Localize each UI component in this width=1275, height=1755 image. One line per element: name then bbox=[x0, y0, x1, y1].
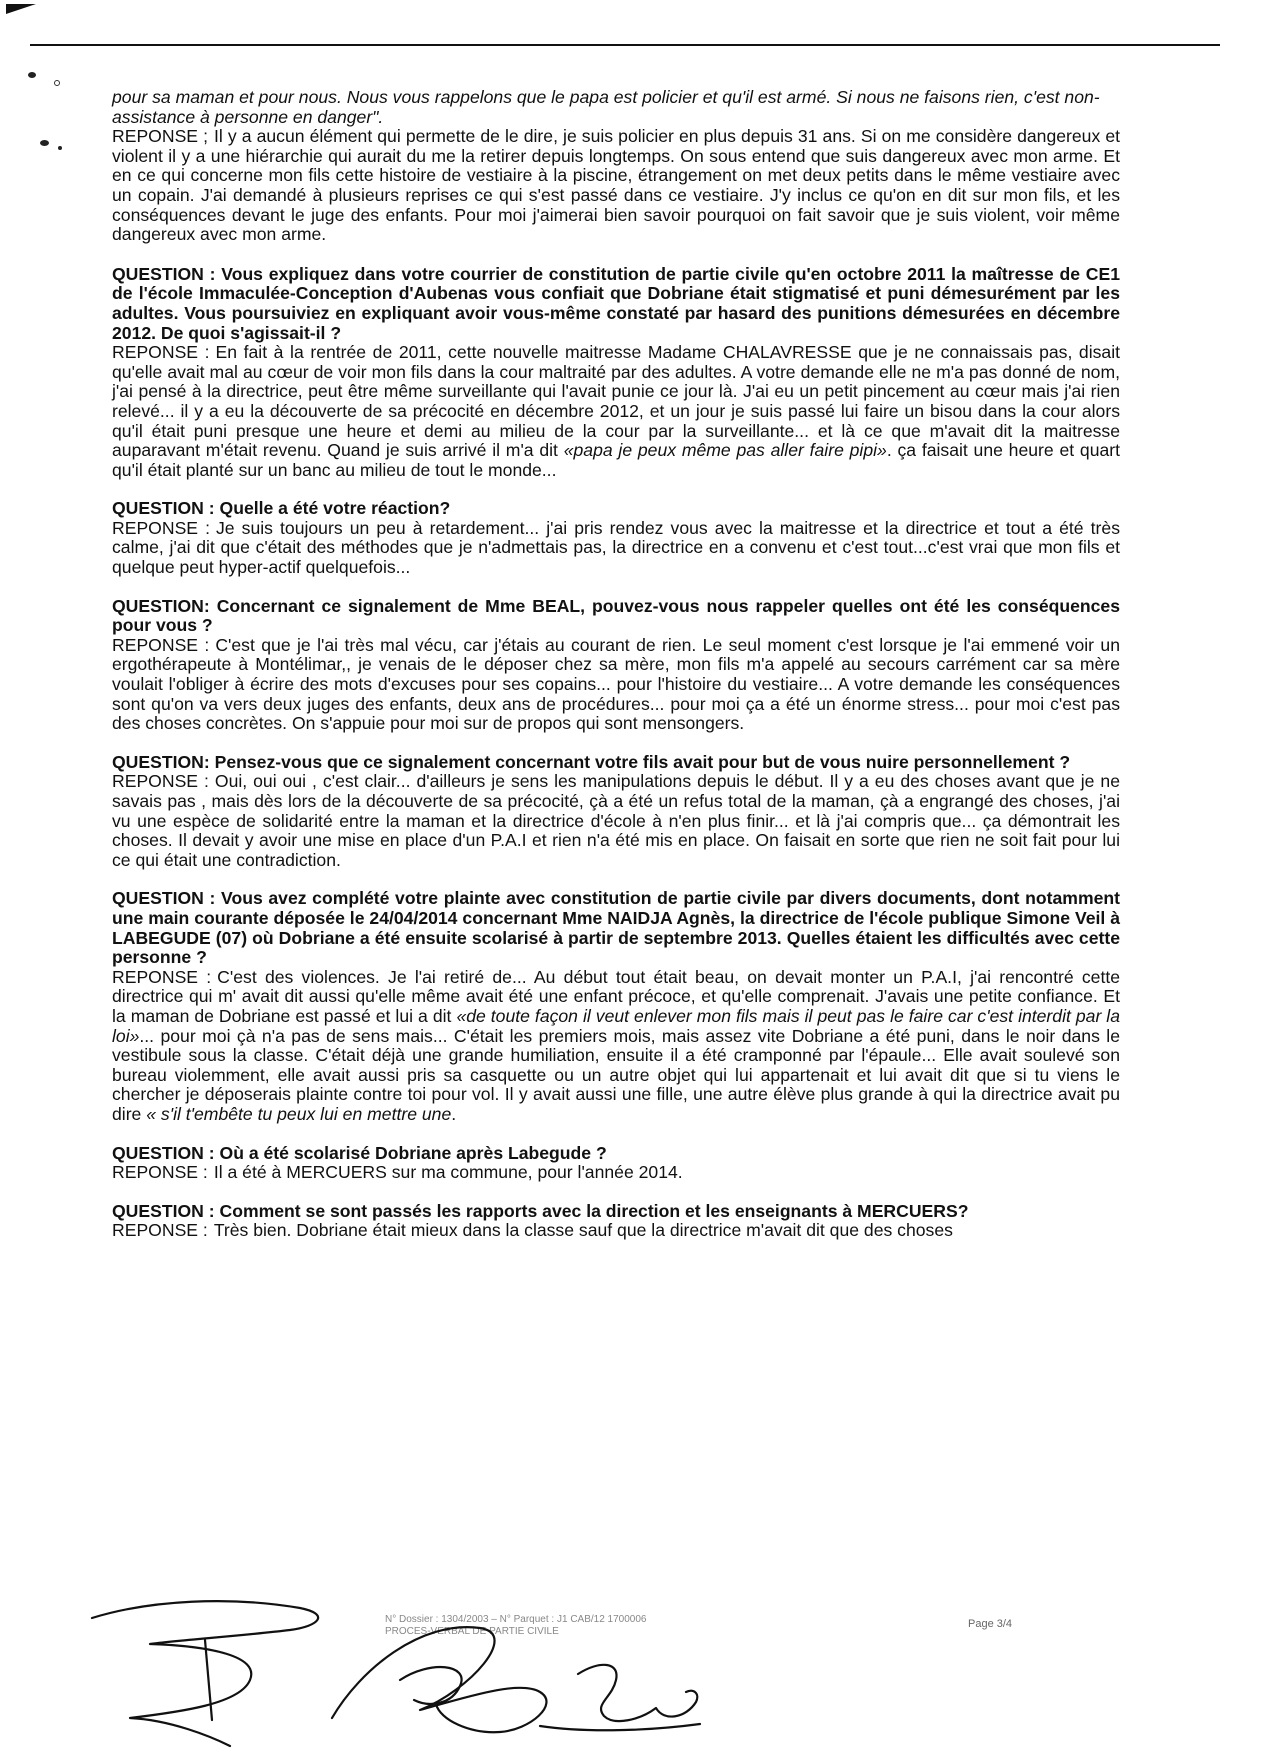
response-label: REPONSE : bbox=[112, 634, 210, 655]
question: QUESTION : Quelle a été votre réaction? bbox=[112, 498, 451, 519]
response-text: En fait à la rentrée de 2011, cette nouvelle maitresse Madame CHALAVRESSE que je ne connaissais pas, disait qu'elle avait mal au cœur de voir mon fils dans la cour maltraité par des adultes. A votre demande elle ne m'a pas donné de nom, j'ai pensé à la directrice, peut être même surveillante qui l'avait punie ce jour là. J'ai eu un petit pincement au cœur mais j'ai rien relevé... il y a eu la découverte de sa précocité en décembre 2012, et un jour je suis passé lui faire un bisou dans la cour alors qu'il était puni presque une heure et demi au milieu de la cour par la surveillante... et là ce que m'avait dit la maitresse auparavant m'était revenu. Quand je suis arrivé il m'a dit bbox=[112, 342, 1121, 461]
qa-block bbox=[112, 889, 1120, 1124]
qa-block bbox=[112, 265, 1120, 481]
response-text: . ça faisait une heure et quart qu'il était planté sur un banc au milieu de tout le monde... bbox=[112, 440, 1121, 480]
response-quote: «papa je peux même pas aller faire pipi» bbox=[563, 440, 887, 461]
response bbox=[112, 343, 1120, 480]
punch-hole bbox=[54, 80, 60, 86]
response-label: REPONSE : bbox=[112, 966, 212, 987]
question: QUESTION : Comment se sont passés les rapports avec la direction et les enseignants à MERCUERS? bbox=[112, 1200, 969, 1221]
qa-block bbox=[112, 127, 1120, 245]
response-label: REPONSE : bbox=[112, 342, 210, 363]
signatures bbox=[0, 1600, 1275, 1750]
response-quote: «de toute façon il veut enlever mon fils mais il peut pas le faire car c'est interdit par la loi» bbox=[112, 1005, 1120, 1046]
response-text: C'est des violences. Je l'ai retiré de... Au début tout était beau, on devait monter un P.A.I, j'ai rencontré cette directrice qui m' avait dit aussi qu'elle même avait été une enfant précoce, et qu'elle comprenait. J'avais une petite confiance. Et la maman de Dobriane est passé et lui a dit bbox=[112, 966, 1120, 1026]
response-quote: « s'il t'embête tu peux lui en mettre une bbox=[146, 1103, 452, 1124]
document-body bbox=[112, 88, 1120, 1241]
qa-block bbox=[112, 597, 1120, 734]
page-corner-mark bbox=[6, 4, 36, 14]
response bbox=[112, 636, 1120, 734]
response-text: Oui, oui oui , c'est clair... d'ailleurs je sens les manipulations depuis le début. Il y a eu des choses avant que je ne savais pas , mais dès lors de la découverte de sa précocité, çà a été un refus total de la maman, çà a engrangé des choses, j'ai vu une espèce de solidarité entre la maman et la directrice d'école à n'en plus finir... et là j'ai compris que... ça démontrait les choses. Il devait y avoir une mise en place d'un P.A.I et rien n'a été mis en place. On faisait en sorte que rien ne soit fait pour lui ce qui était une contradiction. bbox=[112, 771, 1121, 870]
response-text: Il a été à MERCUERS sur ma commune, pour l'année 2014. bbox=[213, 1162, 683, 1183]
punch-hole bbox=[58, 146, 62, 150]
response bbox=[112, 127, 1120, 245]
response-text: Il y a aucun élément qui permette de le dire, je suis policier en plus depuis 31 ans. Si on me considère dangereux et violent il y a une hiérarchie qui aurait du me la retirer depuis longtemps. On sous entend que suis dangereux avec mon arme. Et en ce qui concerne mon fils cette histoire de vestiaire à la piscine, étrangement on met deux petits dans le même vestiaire avec un copain. J'ai demandé à plusieurs reprises ce qui s'est passé dans ce vestiaire. J'y inclus ce qu'on en dit sur mon fils, et les conséquences devant le juge des enfants. Pour moi j'aimerai bien savoir pourquoi on fait savoir que je suis violent, voir même dangereux avec mon arme. bbox=[112, 126, 1120, 245]
page-number: Page 3/4 bbox=[968, 1618, 1013, 1630]
qa-block bbox=[112, 499, 1120, 577]
response-label: REPONSE : bbox=[112, 1220, 208, 1241]
response-label: REPONSE : bbox=[112, 771, 209, 792]
question: QUESTION: Concernant ce signalement de Mme BEAL, pouvez-vous nous rappeler quelles ont été les conséquences pour vous ? bbox=[112, 595, 1120, 636]
response bbox=[112, 772, 1120, 870]
header-rule bbox=[30, 44, 1220, 46]
response-label: REPONSE ; bbox=[112, 126, 208, 147]
response bbox=[112, 519, 1120, 578]
qa-block bbox=[112, 753, 1120, 871]
punch-hole bbox=[28, 72, 36, 78]
signature-right bbox=[578, 1665, 697, 1721]
response-text: Très bien. Dobriane était mieux dans la classe sauf que la directrice m'avait dit que des choses bbox=[213, 1220, 953, 1241]
response bbox=[112, 1221, 1120, 1241]
question: QUESTION : Vous expliquez dans votre courrier de constitution de partie civile qu'en octobre 2011 la maîtresse de CE1 de l'école Immaculée-Conception d'Aubenas vous confiait que Dobriane était stigmatisé et puni démesurément par les adultes. Vous poursuiviez en expliquant avoir vous-même constaté par hasard des punitions démesurées en décembre 2012. De quoi s'agissait-il ? bbox=[112, 263, 1120, 343]
qa-block bbox=[112, 1202, 1120, 1241]
signature-center-loop bbox=[400, 1667, 462, 1704]
signature-left bbox=[92, 1601, 318, 1746]
response-text: Je suis toujours un peu à retardement... j'ai pris rendez vous avec la maitresse et la directrice et tout a été très calme, j'ai dit que c'était des méthodes que je n'admettais pas, la directrice en a convenu et c'est tout...c'est vrai que mon fils et quelque peut hyper-actif quelquefois... bbox=[112, 517, 1120, 578]
response-label: REPONSE : bbox=[112, 1162, 208, 1183]
footer-reference-line: N° Dossier : 1304/2003 – N° Parquet : J1 CAB/12 1700006 bbox=[385, 1614, 647, 1625]
punch-hole bbox=[40, 140, 49, 146]
question: QUESTION : Où a été scolarisé Dobriane après Labegude ? bbox=[112, 1142, 607, 1163]
response bbox=[112, 1163, 1120, 1183]
signature-left-stem bbox=[205, 1640, 212, 1720]
signature-center bbox=[332, 1627, 546, 1732]
response-text: ... pour moi çà n'a pas de sens mais... C'était les premiers mois, mais assez vite Dobriane a été puni, dans le noir dans le vestibule sous la classe. C'était déjà une grande humiliation, ensuite il a été cramponné par l'épaule... Elle avait soulevé son bureau violemment, elle avait aussi pris sa casquette ou un autre objet qui lui appartenait et lui avait dit que si tu viens le chercher je déposerais plainte contre toi pour vol. Il y avait aussi une fille, une autre élève plus grande à qui la directrice avait pu dire bbox=[112, 1025, 1120, 1124]
response-text: . bbox=[451, 1103, 457, 1124]
footer-reference-line: PROCES-VERBAL DE PARTIE CIVILE bbox=[385, 1626, 559, 1637]
question: QUESTION : Vous avez complété votre plainte avec constitution de partie civile par divers documents, dont notamment une main courante déposée le 24/04/2014 concernant Mme NAIDJA Agnès, la directrice de l'école publique Simone Veil à LABEGUDE (07) où Dobriane a été ensuite scolarisé à partir de septembre 2013. Quelles étaient les difficultés avec cette personne ? bbox=[112, 888, 1120, 968]
qa-block bbox=[112, 1144, 1120, 1183]
signature-right-tail bbox=[540, 1724, 700, 1730]
intro-paragraph: pour sa maman et pour nous. Nous vous rappelons que le papa est policier et qu'il est armé. Si nous ne faisons rien, c'est non-assistance à personne en danger". bbox=[112, 87, 1100, 127]
question: QUESTION: Pensez-vous que ce signalement concernant votre fils avait pour but de vous nuire personnellement ? bbox=[112, 751, 1071, 772]
response-text: C'est que je l'ai très mal vécu, car j'étais au courant de rien. Le seul moment c'est lorsque je l'ai emmené voir un ergothérapeute à Montélimar,, je venais de le déposer chez sa mère, mon fils m'a appelé au secours carrément car sa mère voulait l'obliger à écrire des mots d'excuses pour ses copains... pour l'histoire du vestiaire... A votre demande les conséquences sont qu'on va vers deux juges des enfants, deux ans de procédures... pour moi ça a été un énorme stress... pour moi c'est pas des choses concrètes. On s'appuie pour moi sur de propos qui sont mensongers. bbox=[112, 634, 1121, 734]
response bbox=[112, 968, 1120, 1125]
response-label: REPONSE : bbox=[112, 517, 210, 538]
